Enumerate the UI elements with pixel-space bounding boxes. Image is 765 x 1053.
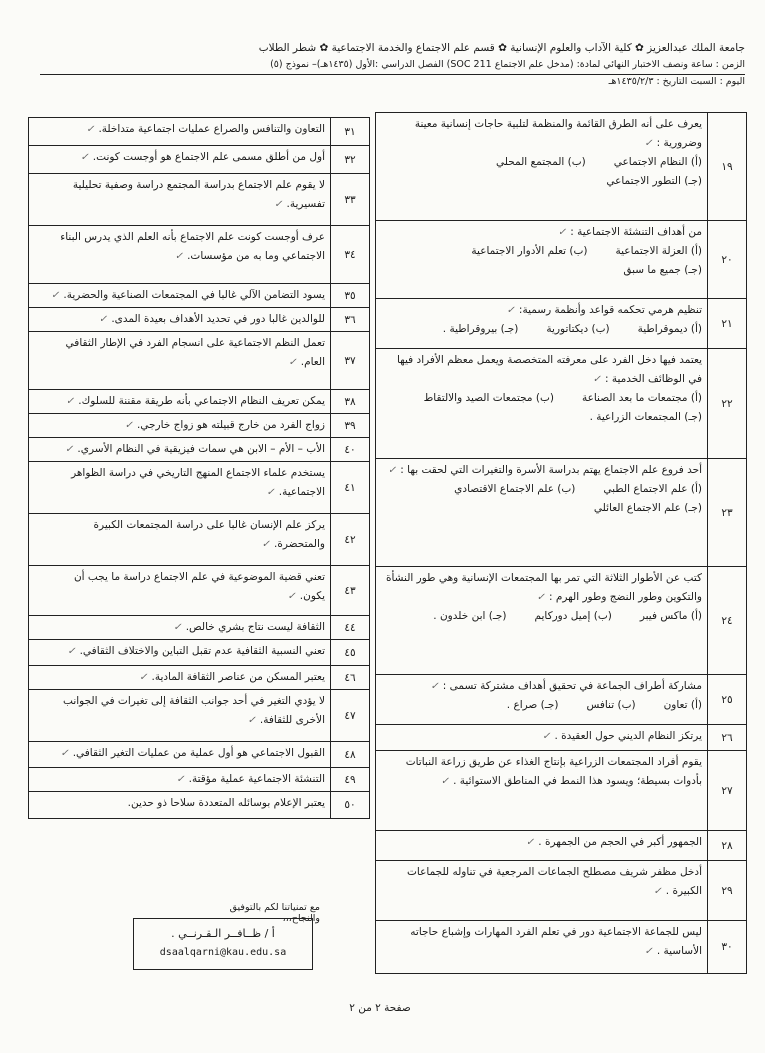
pencil-check-icon: ✓: [173, 622, 182, 633]
question-row: [29, 414, 369, 438]
question-row: [376, 921, 746, 973]
question-row: [29, 462, 369, 514]
question-cell: [29, 332, 330, 389]
pencil-check-icon: ✓: [60, 748, 69, 759]
question-row: [29, 566, 369, 616]
pencil-check-icon: ✓: [542, 731, 551, 742]
question-row: [29, 768, 369, 792]
question-number: ٣٢: [330, 146, 369, 173]
question-row: [29, 690, 369, 742]
question-row: [29, 438, 369, 462]
question-text: من أهداف التنشئة الاجتماعية :: [570, 226, 702, 238]
answer-option: (أ) ديموقراطية: [637, 323, 702, 335]
question-text: يعتمد فيها دخل الفرد على معرفته المتخصصة ويعمل معظم الأفراد فيها في الوظائف الخدمية :: [396, 354, 702, 385]
pencil-check-icon: ✓: [506, 305, 515, 316]
university-line: جامعة الملك عبدالعزيز ✿ كلية الآداب والعلوم الإنسانية ✿ قسم علم الاجتماع والخدمة الاجتماعية ✿ شطر الطلاب: [258, 42, 745, 54]
answer-options: [381, 242, 702, 280]
answer-option: (جـ) المجتمعات الزراعية .: [589, 411, 702, 423]
question-cell: [29, 616, 330, 639]
answer-option: (ب) المجتمع المحلي: [496, 156, 586, 168]
question-cell: [376, 459, 707, 566]
question-text: الأب – الأم – الابن هي سمات فيزيقية في النظام الأسري.: [77, 443, 325, 455]
question-cell: [376, 831, 707, 860]
question-text: التنشئة الاجتماعية عملية مؤقتة.: [188, 773, 325, 785]
question-text: القبول الاجتماعي هو أول عملية من عمليات التغير الثقافي.: [72, 747, 325, 759]
question-cell: [29, 118, 330, 145]
answer-options: [381, 389, 702, 427]
question-cell: [29, 566, 330, 615]
question-number: ٢٧: [707, 751, 746, 830]
question-cell: [376, 725, 707, 750]
question-cell: [376, 221, 707, 298]
question-row: [29, 118, 369, 146]
question-number: ٣٧: [330, 332, 369, 389]
question-row: [376, 725, 746, 751]
question-cell: [29, 514, 330, 565]
question-row: [29, 666, 369, 690]
pencil-check-icon: ✓: [176, 774, 185, 785]
question-cell: [29, 768, 330, 791]
question-number: ١٩: [707, 113, 746, 220]
question-number: ٢٨: [707, 831, 746, 860]
question-number: ٣٨: [330, 390, 369, 413]
answer-option: (ب) تعلم الأدوار الاجتماعية: [471, 245, 588, 257]
question-number: ٥٠: [330, 792, 369, 818]
question-number: ٣٠: [707, 921, 746, 973]
pencil-check-icon: ✓: [644, 138, 653, 149]
question-text: يقوم أفراد المجتمعات الزراعية بإنتاج الغذاء عن طريق زراعة النباتات بأدوات بسيطة؛ ويسود هذا النمط في المناطق الاستوائية .: [405, 756, 702, 787]
question-row: [376, 113, 746, 221]
question-cell: [29, 640, 330, 665]
question-text: يستخدم علماء الاجتماع المنهج التاريخي في دراسة الظواهر الاجتماعية.: [71, 467, 325, 498]
question-number: ٤٣: [330, 566, 369, 615]
question-cell: [376, 113, 707, 220]
question-number: ٣٩: [330, 414, 369, 437]
answer-option: (جـ) ابن خلدون .: [433, 610, 507, 622]
pencil-check-icon: ✓: [653, 886, 662, 897]
pencil-check-icon: ✓: [440, 776, 450, 787]
pencil-check-icon: ✓: [274, 199, 283, 210]
pencil-check-icon: ✓: [387, 465, 397, 476]
question-row: [29, 390, 369, 414]
answer-options: [381, 153, 702, 191]
answer-option: (جـ) بيروقراطية .: [442, 323, 519, 335]
questions-table-right: [375, 112, 747, 974]
question-number: ٤٠: [330, 438, 369, 461]
pencil-check-icon: ✓: [51, 290, 60, 301]
pencil-check-icon: ✓: [247, 715, 256, 726]
question-text: عرف أوجست كونت علم الاجتماع بأنه العلم الذي يدرس البناء الاجتماعي وما به من مؤسسات.: [60, 231, 325, 262]
question-row: [376, 861, 746, 921]
question-cell: [29, 174, 330, 225]
exam-info-line: الزمن : ساعة ونصف الاختبار النهائي لمادة: (مدخل علم الاجتماع SOC 211) الفصل الدراسي :الأول (١٤٣٥هـ)– نموذج (٥): [40, 56, 745, 75]
question-row: [376, 349, 746, 459]
question-row: [376, 675, 746, 725]
question-number: ٣٣: [330, 174, 369, 225]
question-text: تعمل النظم الاجتماعية على انسجام الفرد في الإطار الثقافي العام.: [65, 337, 325, 368]
pencil-check-icon: ✓: [65, 396, 75, 407]
question-number: ٤٤: [330, 616, 369, 639]
question-row: [29, 308, 369, 332]
answer-option: (ب) مجتمعات الصيد والالتقاط: [423, 392, 554, 404]
question-number: ٢٢: [707, 349, 746, 458]
answer-options: [381, 696, 702, 715]
page-number: صفحة ٢ من ٢: [349, 1002, 411, 1014]
answer-option: (ب) إميل دوركايم: [534, 610, 612, 622]
pencil-check-icon: ✓: [592, 374, 601, 385]
question-text: أول من أطلق مسمى علم الاجتماع هو أوجست كونت.: [92, 151, 325, 163]
question-cell: [29, 438, 330, 461]
question-number: ٤٥: [330, 640, 369, 665]
question-cell: [29, 742, 330, 767]
question-number: ٢٣: [707, 459, 746, 566]
question-row: [376, 567, 746, 675]
pencil-check-icon: ✓: [174, 251, 184, 262]
signature-box: [133, 918, 313, 970]
question-row: [29, 742, 369, 768]
question-cell: [29, 792, 330, 818]
question-number: ٢١: [707, 299, 746, 348]
question-cell: [376, 567, 707, 674]
question-text: مشاركة أطراف الجماعة في تحقيق أهداف مشتركة تسمى :: [442, 680, 702, 692]
question-row: [29, 514, 369, 566]
pencil-check-icon: ✓: [525, 837, 535, 848]
question-row: [376, 299, 746, 349]
question-row: [29, 226, 369, 284]
answer-option: (أ) مجتمعات ما بعد الصناعة: [581, 392, 702, 404]
question-cell: [376, 349, 707, 458]
question-text: يعتبر الإعلام بوسائله المتعددة سلاحا ذو حدين.: [127, 797, 325, 809]
pencil-check-icon: ✓: [288, 357, 297, 368]
pencil-check-icon: ✓: [266, 487, 275, 498]
exam-header: [40, 40, 745, 88]
question-text: يعتبر المسكن من عناصر الثقافة المادية.: [151, 671, 325, 683]
question-number: ٢٥: [707, 675, 746, 724]
answer-option: (جـ) التطور الاجتماعي: [606, 175, 702, 187]
question-row: [29, 616, 369, 640]
question-number: ٢٠: [707, 221, 746, 298]
pencil-check-icon: ✓: [67, 646, 76, 657]
question-cell: [29, 414, 330, 437]
answer-options: [381, 320, 702, 339]
question-text: زواج الفرد من خارج قبيلته هو زواج خارجي.: [136, 419, 325, 431]
question-number: ٤١: [330, 462, 369, 513]
question-number: ٢٩: [707, 861, 746, 920]
question-text: كتب عن الأطوار الثلاثة التي تمر بها المجتمعات الإنسانية وهي طور النشأة والتكوين وطور النضج وطور الهرم :: [385, 572, 702, 603]
question-text: تنظيم هرمي تحكمه قواعد وأنظمة رسمية:: [518, 304, 702, 316]
pencil-check-icon: ✓: [430, 681, 439, 692]
question-number: ٣٦: [330, 308, 369, 331]
question-row: [376, 459, 746, 567]
question-row: [29, 174, 369, 226]
question-text: ليس للجماعة الاجتماعية دور في تعلم الفرد المهارات وإشباع حاجاته الأساسية .: [410, 926, 702, 957]
answer-option: (أ) علم الاجتماع الطبي: [603, 483, 702, 495]
question-text: يرتكز النظام الديني حول العقيدة .: [554, 730, 702, 742]
question-text: يسود التضامن الآلي غالبا في المجتمعات الصناعية والحضرية.: [63, 289, 325, 301]
question-text: أحد فروع علم الاجتماع يهتم بدراسة الأسرة والتغيرات التي لحقت بها :: [400, 464, 702, 476]
question-row: [376, 221, 746, 299]
questions-table-left: [28, 117, 370, 819]
question-number: ٤٦: [330, 666, 369, 689]
question-cell: [376, 751, 707, 830]
question-text: يعرف على أنه الطرق القائمة والمنظمة لتلبية حاجات إنسانية معينة وضرورية :: [414, 118, 702, 149]
question-cell: [29, 284, 330, 307]
pencil-check-icon: ✓: [80, 152, 89, 163]
question-row: [29, 146, 369, 174]
answer-option: (ب) تنافس: [586, 699, 636, 711]
question-number: ٤٢: [330, 514, 369, 565]
question-number: ٣١: [330, 118, 369, 145]
question-text: تعني قضية الموضوعية في علم الاجتماع دراسة ما يجب أن يكون.: [73, 571, 325, 602]
question-cell: [29, 390, 330, 413]
question-number: ٣٤: [330, 226, 369, 283]
instructor-email: dsaalqarni@kau.edu.sa: [159, 947, 287, 958]
answer-option: (ب) علم الاجتماع الاقتصادي: [454, 483, 576, 495]
question-text: تعني النسبية الثقافية عدم تقبل التباين والاختلاف الثقافي.: [79, 645, 325, 657]
pencil-check-icon: ✓: [557, 227, 567, 238]
answer-option: (أ) ماكس فيبر: [639, 610, 702, 622]
exam-date-line: اليوم : السبت التاريخ : ١٤٣٥/٢/٣هـ: [608, 76, 745, 87]
pencil-check-icon: ✓: [287, 591, 296, 602]
question-number: ٢٦: [707, 725, 746, 750]
question-number: ٤٨: [330, 742, 369, 767]
question-row: [29, 640, 369, 666]
question-text: يمكن تعريف النظام الاجتماعي بأنه طريقة مقننة للسلوك.: [78, 395, 325, 407]
question-cell: [29, 462, 330, 513]
answer-option: (أ) النظام الاجتماعي: [613, 156, 702, 168]
answer-option: (أ) تعاون: [663, 699, 702, 711]
question-row: [376, 751, 746, 831]
question-number: ٣٥: [330, 284, 369, 307]
question-text: التعاون والتنافس والصراع عمليات اجتماعية متداخلة.: [98, 123, 325, 135]
instructor-name: أ / ظــافــر الـقـرنــي .: [171, 927, 275, 940]
answer-options: [381, 607, 702, 626]
question-cell: [29, 666, 330, 689]
question-text: لا يقوم علم الاجتماع بدراسة المجتمع دراسة وصفية تحليلية تفسيرية.: [72, 179, 325, 210]
pencil-check-icon: ✓: [98, 314, 108, 325]
question-text: أدخل مظفر شريف مصطلح الجماعات المرجعية في تناوله للجماعات الكبيرة .: [407, 866, 702, 897]
answer-options: [381, 480, 702, 518]
question-number: ٤٩: [330, 768, 369, 791]
question-row: [29, 284, 369, 308]
pencil-check-icon: ✓: [65, 444, 74, 455]
question-cell: [376, 861, 707, 920]
closing-wish: مع تمنياتنا لكم بالتوفيق والنجاح،،،: [229, 902, 320, 924]
answer-option: (جـ) صراع .: [506, 699, 559, 711]
pencil-check-icon: ✓: [536, 592, 546, 603]
pencil-check-icon: ✓: [86, 124, 95, 135]
pencil-check-icon: ✓: [644, 946, 653, 957]
answer-option: (جـ) جميع ما سبق: [623, 264, 702, 276]
question-cell: [376, 921, 707, 973]
question-text: الجمهور أكبر في الحجم من الجمهرة .: [538, 836, 702, 848]
question-text: يركز علم الإنسان غالبا على دراسة المجتمعات الكبيرة والمتحضرة.: [93, 519, 325, 550]
question-cell: [376, 675, 707, 724]
question-number: ٢٤: [707, 567, 746, 674]
pencil-check-icon: ✓: [139, 672, 148, 683]
question-row: [29, 792, 369, 818]
answer-option: (جـ) علم الاجتماع العائلي: [593, 502, 702, 514]
pencil-check-icon: ✓: [124, 420, 133, 431]
question-cell: [29, 226, 330, 283]
question-cell: [29, 308, 330, 331]
question-row: [376, 831, 746, 861]
question-cell: [29, 146, 330, 173]
question-cell: [376, 299, 707, 348]
question-text: للوالدين غالبا دور في تحديد الأهداف بعيدة المدى.: [111, 313, 325, 325]
question-row: [29, 332, 369, 390]
question-number: ٤٧: [330, 690, 369, 741]
answer-option: (أ) العزلة الاجتماعية: [615, 245, 702, 257]
question-text: الثقافة ليست نتاج بشري خالص.: [185, 621, 325, 633]
question-text: لا يؤدي التغير في أحد جوانب الثقافة إلى تغيرات في الجوانب الأخرى للثقافة.: [63, 695, 325, 726]
question-cell: [29, 690, 330, 741]
answer-option: (ب) ديكتاتورية: [546, 323, 610, 335]
pencil-check-icon: ✓: [261, 539, 271, 550]
